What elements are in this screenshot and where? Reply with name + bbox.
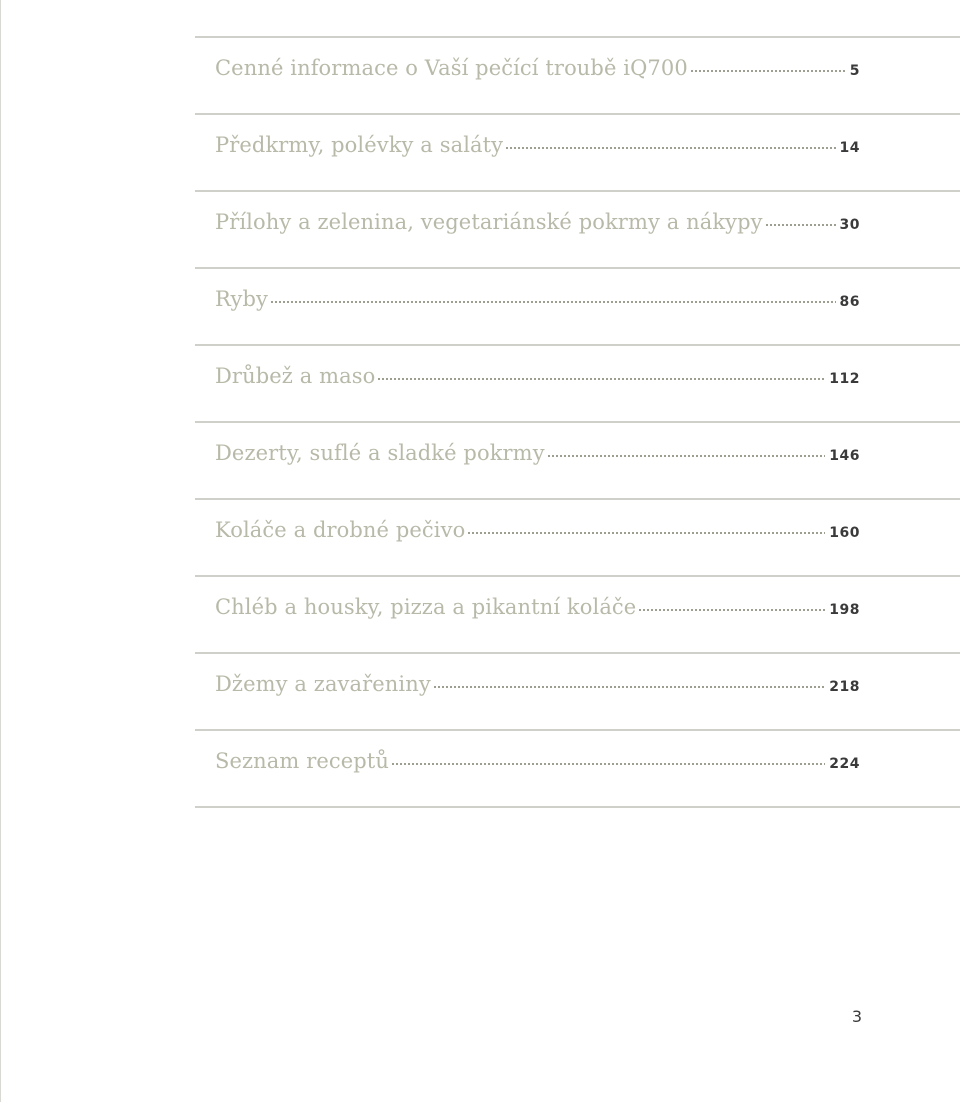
toc-dot-leader <box>765 215 836 227</box>
toc-entry-link[interactable] <box>215 287 860 321</box>
toc-entry-page: 14 <box>839 140 860 156</box>
toc-entry-page: 218 <box>829 679 860 695</box>
toc-entry <box>195 731 960 806</box>
toc-dot-leader <box>377 369 825 381</box>
toc-entry-link[interactable] <box>215 56 860 90</box>
toc-entry-title: Chléb a housky, pizza a pikantní koláče <box>215 595 637 619</box>
toc-dot-leader <box>433 677 825 689</box>
toc-entry-title: Přílohy a zelenina, vegetariánské pokrmy a nákypy <box>215 210 763 234</box>
toc-entry-page: 146 <box>829 448 860 464</box>
toc-entry-page: 112 <box>829 371 860 387</box>
toc-entry-page: 224 <box>829 756 860 772</box>
toc-entry-link[interactable] <box>215 672 860 706</box>
toc-entry <box>195 577 960 652</box>
toc-dot-leader <box>391 754 825 766</box>
toc-entry-page: 198 <box>829 602 860 618</box>
toc-entry <box>195 654 960 729</box>
toc-dot-leader <box>505 138 835 150</box>
toc-entry-page: 30 <box>839 217 860 233</box>
toc-entry-link[interactable] <box>215 518 860 552</box>
toc-entry <box>195 346 960 421</box>
toc-entry-title: Cenné informace o Vaší pečící troubě iQ700 <box>215 56 688 80</box>
page-edge-line <box>0 0 1 1102</box>
toc-entry <box>195 38 960 113</box>
toc-dot-leader <box>270 292 836 304</box>
toc-entry <box>195 269 960 344</box>
toc-entry-page: 160 <box>829 525 860 541</box>
toc-entry-link[interactable] <box>215 210 860 244</box>
toc-dot-leader <box>690 61 846 73</box>
toc-entry-link[interactable] <box>215 441 860 475</box>
toc-entry-link[interactable] <box>215 595 860 629</box>
table-of-contents <box>195 36 960 808</box>
toc-entry-title: Džemy a zavařeniny <box>215 672 431 696</box>
toc-entry-link[interactable] <box>215 133 860 167</box>
toc-entry <box>195 115 960 190</box>
toc-entry <box>195 192 960 267</box>
page-number: 3 <box>851 1007 862 1026</box>
toc-dot-leader <box>547 446 826 458</box>
toc-dot-leader <box>638 600 825 612</box>
toc-entry-title: Seznam receptů <box>215 749 389 773</box>
toc-entry <box>195 423 960 498</box>
toc-entry-title: Koláče a drobné pečivo <box>215 518 466 542</box>
toc-entry-page: 5 <box>849 63 860 79</box>
toc-entry-link[interactable] <box>215 749 860 783</box>
toc-entry-title: Dezerty, suflé a sladké pokrmy <box>215 441 545 465</box>
toc-entry-link[interactable] <box>215 364 860 398</box>
toc-dot-leader <box>467 523 825 535</box>
toc-entry-title: Drůbež a maso <box>215 364 376 388</box>
toc-entry-page: 86 <box>839 294 860 310</box>
toc-entry <box>195 500 960 575</box>
toc-entry-title: Ryby <box>215 287 269 311</box>
toc-entry-title: Předkrmy, polévky a saláty <box>215 133 504 157</box>
toc-divider <box>195 806 960 808</box>
